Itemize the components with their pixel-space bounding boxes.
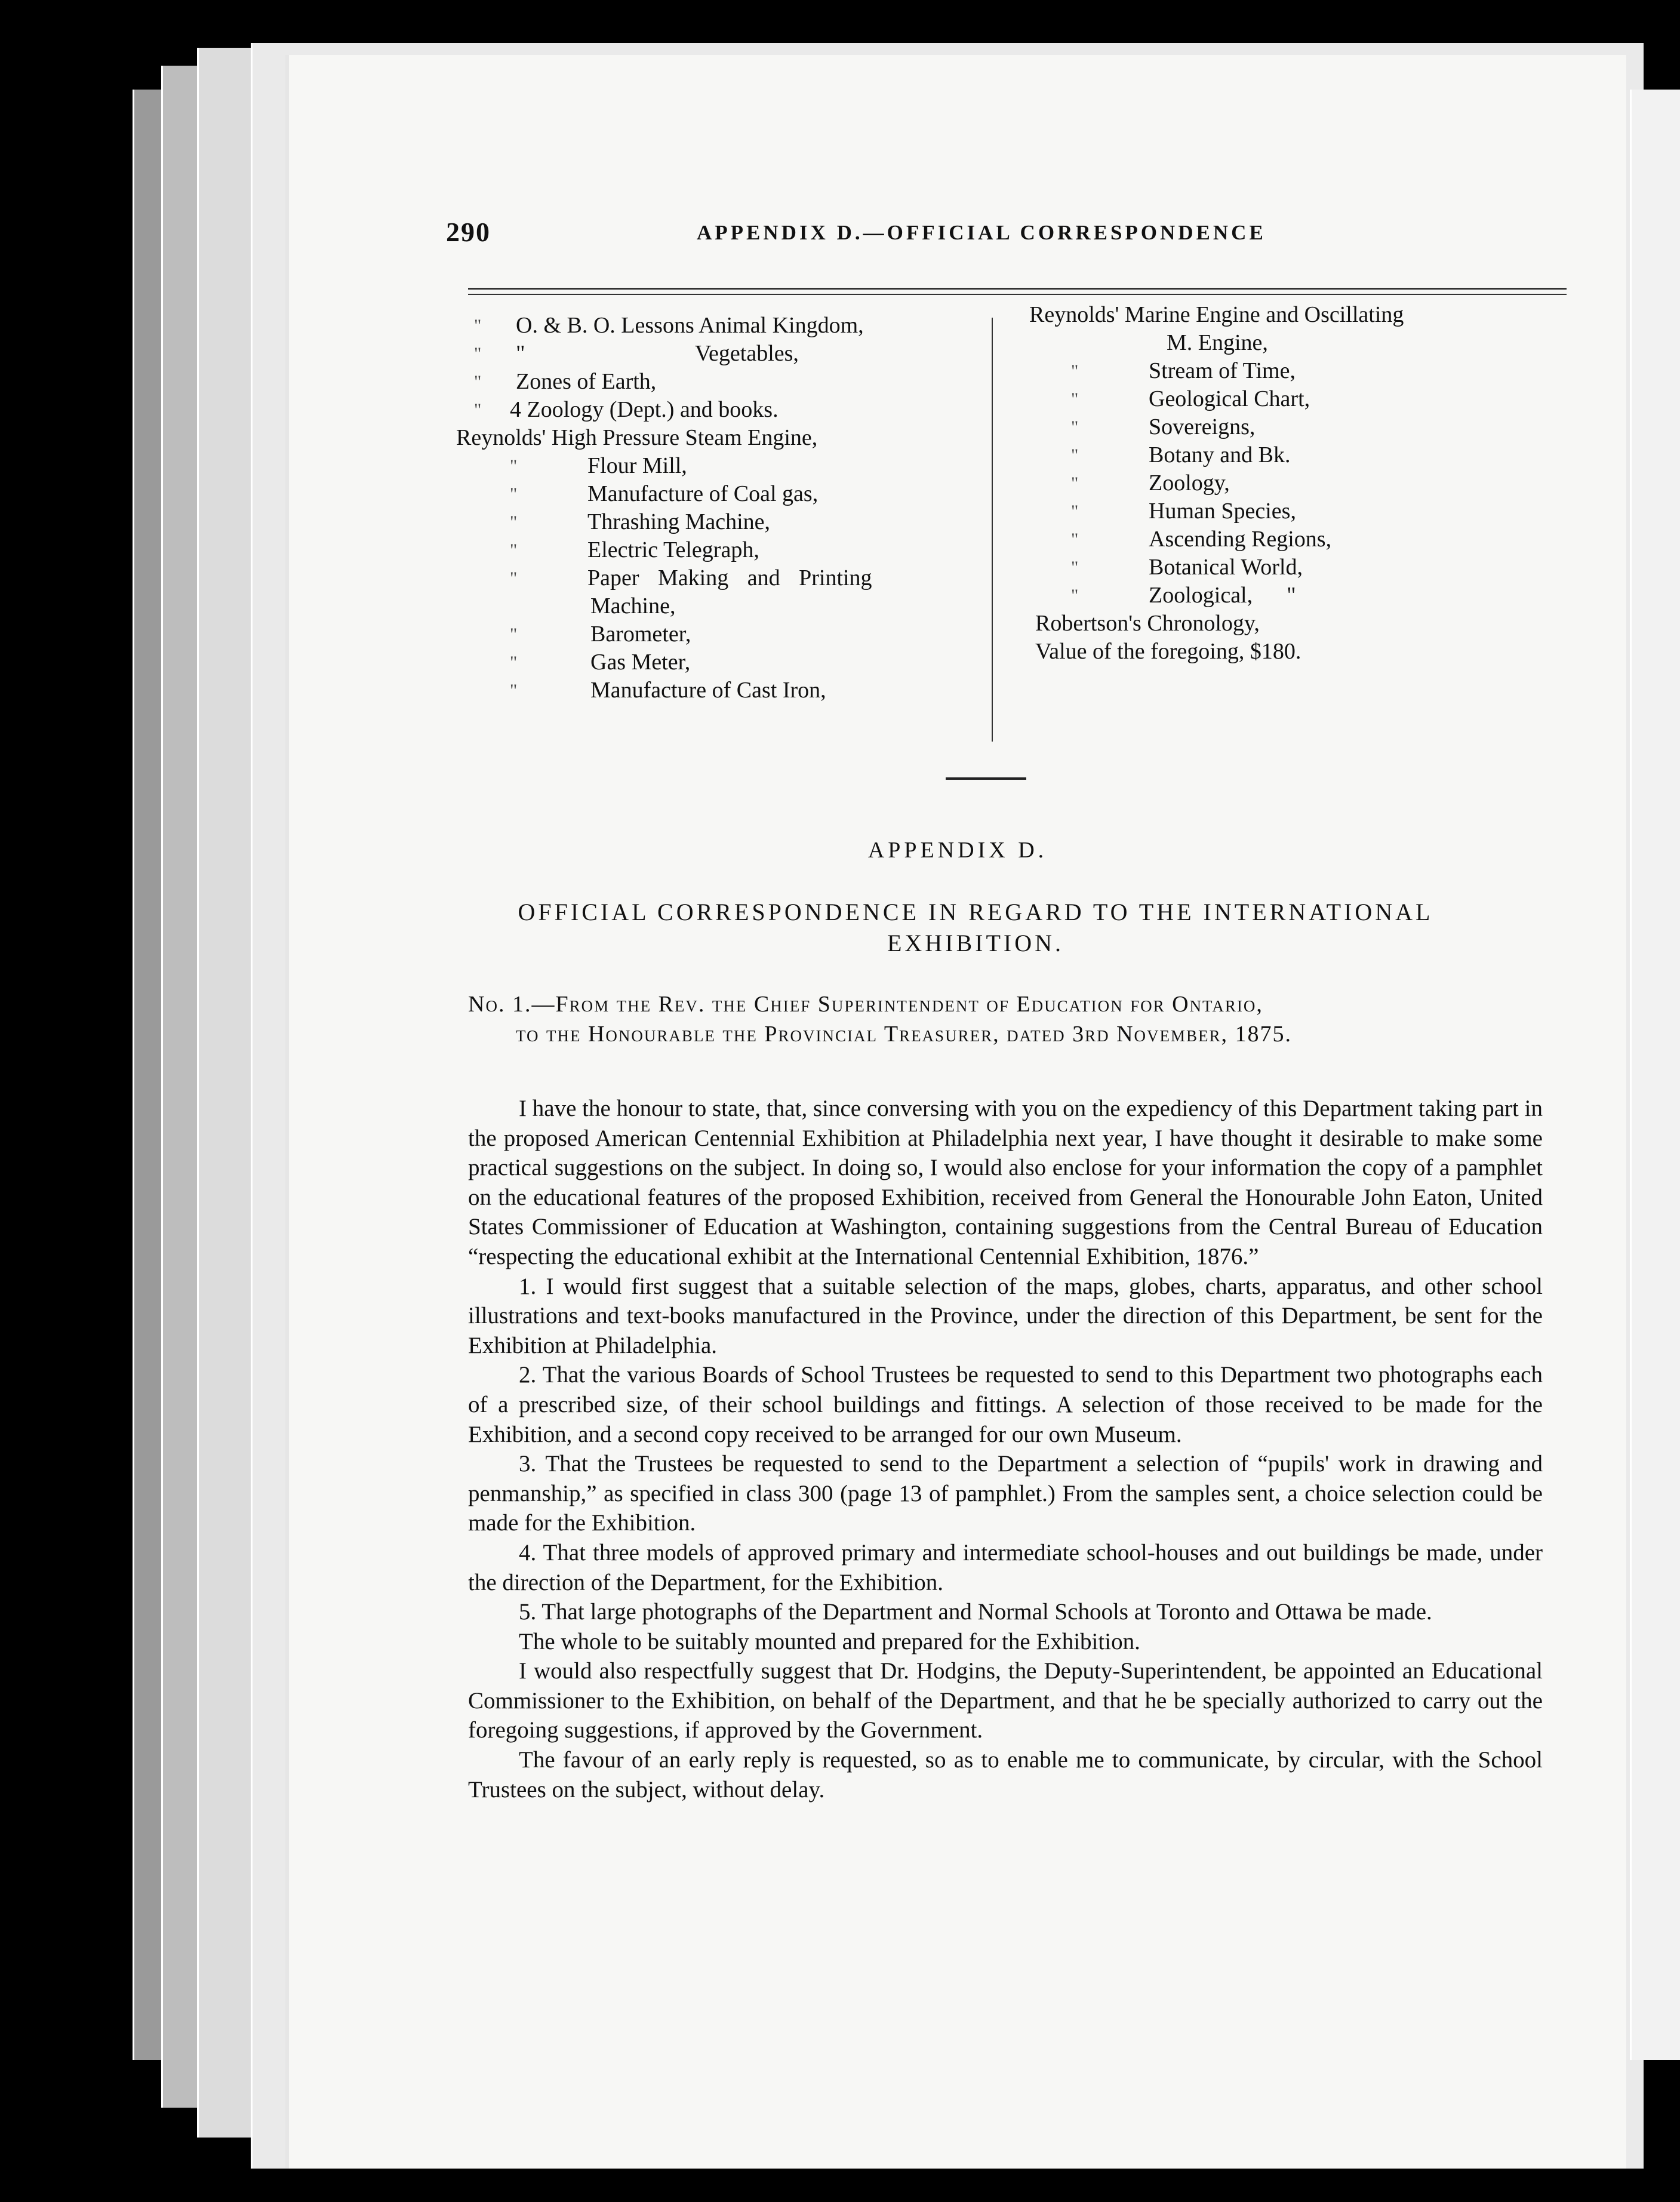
paragraph: 1. I would first suggest that a suitable selection of the maps, globes, charts, apparatus, and other school illustrations and text-books manufactured in the Province, under the direction of this Department, be sent for the Exhibition at Philadelphia. <box>468 1273 1543 1358</box>
list-item: " Zones of Earth, <box>474 369 657 394</box>
letter-heading-line: No. 1.—From the Rev. the Chief Superintendent of Education for Ontario, <box>468 992 1263 1017</box>
list-item: " Manufacture of Coal gas, <box>510 481 819 506</box>
paragraph: The favour of an early reply is requested, so as to enable me to communicate, by circular, with the School Trustees on the subject, without delay. <box>468 1747 1543 1803</box>
section-separator <box>946 777 1026 780</box>
section-title <box>468 897 1483 959</box>
list-item: " O. & B. O. Lessons Animal Kingdom, <box>474 313 864 338</box>
list-item: " Flour Mill, <box>510 453 687 478</box>
letter-heading <box>468 989 1543 1049</box>
paragraph: 3. That the Trustees be requested to send to the Department a selection of “pupils' work in drawing and penmanship,” as specified in class 300 (page 13 of pamphlet.) From the samples sent, a choice selection could be made for the Exhibition. <box>468 1451 1543 1536</box>
letter-heading-line: to the Honourable the Provincial Treasurer, dated 3rd November, 1875. <box>516 1022 1293 1047</box>
header-rule <box>468 294 1567 295</box>
list-right-column <box>1029 301 1567 666</box>
list-item: " Gas Meter, <box>510 650 691 675</box>
list-item: Reynolds' High Pressure Steam Engine, <box>456 425 818 450</box>
list-item: " " Vegetables, <box>474 341 799 366</box>
list-item: " 4 Zoology (Dept.) and books. <box>474 397 779 422</box>
document-page <box>285 55 1626 2169</box>
paragraph: I would also respectfully suggest that Dr. Hodgins, the Deputy-Superintendent, be appointed an Educational Commissioner to the Exhibition, on behalf of the Department, and that he be specially authorized to carry out the foregoing suggestions, if approved by the Government. <box>468 1658 1543 1743</box>
paragraph: 5. That large photographs of the Department and Normal Schools at Toronto and Ottawa be made. <box>519 1599 1432 1625</box>
list-item: " Botany and Bk. <box>1071 442 1291 468</box>
title-line: EXHIBITION. <box>887 930 1064 957</box>
list-item: " Botanical World, <box>1071 555 1303 580</box>
list-item: " Barometer, <box>510 622 691 647</box>
list-item: Reynolds' Marine Engine and Oscillating <box>1029 302 1404 327</box>
list-item: " Zoological, " <box>1071 583 1296 608</box>
list-item: M. Engine, <box>1167 330 1268 355</box>
list-item: Robertson's Chronology, <box>1035 611 1260 636</box>
list-item: " Geological Chart, <box>1071 386 1310 411</box>
paragraph: I have the honour to state, that, since conversing with you on the expediency of this Department taking part in the proposed American Centennial Exhibition at Philadelphia next year, I have thought it desirable to make some practical suggestions on the subject. In doing so, I would also enclose for your information the copy of a pamphlet on the educational features of the proposed Exhibition, received from General the Honourable John Eaton, United States Commissioner of Education at Washington, containing suggestions from the Central Bureau of Education “respecting the educational exhibit at the International Centennial Exhibition, 1876.” <box>468 1096 1543 1269</box>
list-item: " Electric Telegraph, <box>510 537 759 562</box>
running-title: APPENDIX D.—OFFICIAL CORRESPONDENCE <box>697 221 1266 244</box>
list-item: " Zoology, <box>1071 470 1230 496</box>
paragraph: 4. That three models of approved primary and intermediate school-houses and out buildings be made, under the direction of the Department, for the Exhibition. <box>468 1539 1543 1595</box>
column-divider <box>992 318 993 742</box>
facing-page-edge <box>1630 90 1680 2060</box>
list-item: " Stream of Time, <box>1071 358 1296 383</box>
running-header <box>446 216 1562 258</box>
paragraph: 2. That the various Boards of School Trustees be requested to send to this Department two photographs each of a prescribed size, of their school buildings and fittings. A selection of those received to be made for the Exhibition, and a second copy received to be arranged for our own Museum. <box>468 1362 1543 1447</box>
paragraph: The whole to be suitably mounted and prepared for the Exhibition. <box>519 1628 1140 1654</box>
header-rule <box>468 288 1567 290</box>
list-item: Value of the foregoing, $180. <box>1035 639 1301 664</box>
letter-body <box>468 1094 1543 1804</box>
list-item: " Paper Making and Printing <box>510 565 872 591</box>
title-line: OFFICIAL CORRESPONDENCE IN REGARD TO THE INTERNATIONAL <box>518 899 1433 925</box>
list-left-column <box>456 312 993 705</box>
list-item: Machine, <box>590 593 676 619</box>
page-number: 290 <box>446 217 491 247</box>
list-item: " Ascending Regions, <box>1071 527 1332 552</box>
list-item: " Manufacture of Cast Iron, <box>510 678 826 703</box>
appendix-label: APPENDIX D. <box>867 838 1048 863</box>
list-item: " Thrashing Machine, <box>510 509 771 534</box>
list-item: " Human Species, <box>1071 499 1296 524</box>
list-item: " Sovereigns, <box>1071 414 1256 439</box>
